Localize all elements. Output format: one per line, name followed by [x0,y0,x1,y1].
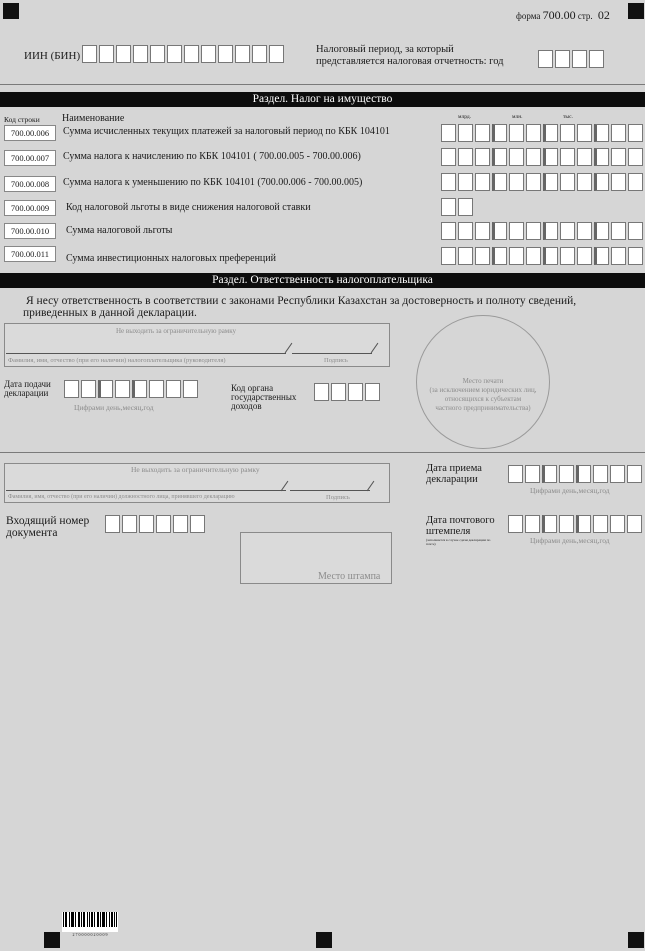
row-input-009[interactable] [441,198,475,216]
row-code-010: 700.00.010 [4,223,56,239]
barcode-bar [112,912,113,927]
input-cell[interactable] [543,173,558,191]
accept-date-label-1: Дата приема [426,463,482,474]
input-cell[interactable] [576,515,591,533]
input-cell[interactable] [594,173,609,191]
row-code-006: 700.00.006 [4,125,56,141]
frame-hint-1: Не выходить за ограничительную рамку [116,327,237,335]
input-cell[interactable] [611,173,626,191]
barcode-bar [116,912,117,927]
section-property-title: Раздел. Налог на имущество [0,92,645,107]
input-cell[interactable] [475,173,490,191]
input-cell[interactable] [458,247,473,265]
page-label: стр. [577,11,593,21]
barcode-bar [92,912,93,927]
postmark-note: (заполняется в случае сдачи декларации по почте) [426,538,491,546]
postmark-label-2: штемпеля [426,526,471,537]
input-cell[interactable] [166,380,181,398]
input-cell[interactable] [458,173,473,191]
input-cell[interactable] [475,148,490,166]
row-text-006: Сумма исчисленных текущих платежей за налоговый период по КБК 104101 [63,126,390,137]
fio-line-1 [6,353,286,354]
barcode-bar [87,912,88,927]
input-cell[interactable] [525,515,540,533]
page-number: 02 [597,8,610,22]
input-cell[interactable] [594,124,609,142]
input-cell[interactable] [167,45,182,63]
barcode-bar [72,912,73,927]
barcode-bar [109,912,110,927]
input-cell[interactable] [149,380,164,398]
postmark-label-1: Дата почтового [426,515,495,526]
input-cell[interactable] [235,45,250,63]
input-cell[interactable] [82,45,97,63]
unit-million: млн. [512,114,523,120]
org-code-input[interactable] [314,383,382,401]
input-cell[interactable] [526,222,541,240]
barcode-bar [83,912,84,927]
fio-line-2 [6,490,286,491]
row-input-011[interactable] [441,247,645,265]
corner-marker-top-left [3,3,19,19]
unit-thousand: тыс. [563,114,573,120]
input-cell[interactable] [475,222,490,240]
incoming-number-input[interactable] [105,515,207,533]
iin-label: ИИН (БИН) [24,50,81,62]
barcode-bar [63,912,64,927]
row-input-008[interactable] [441,173,645,191]
input-cell[interactable] [560,247,575,265]
input-cell[interactable] [593,465,608,483]
sign-caption-1: Подпись [324,357,348,364]
submit-date-label-2: декларации [4,388,49,398]
input-cell[interactable] [331,383,346,401]
barcode [62,912,118,937]
submit-date-label [4,380,51,398]
input-cell[interactable] [201,45,216,63]
input-cell[interactable] [509,124,524,142]
barcode-bar [94,912,95,927]
input-cell[interactable] [475,124,490,142]
postmark-date-input[interactable] [508,515,644,533]
input-cell[interactable] [509,173,524,191]
input-cell[interactable] [122,515,137,533]
row-text-008: Сумма налога к уменьшению по КБК 104101 (700.00.006 - 700.00.005) [63,177,363,188]
accept-date-label [426,463,482,485]
row-input-010[interactable] [441,222,645,240]
input-cell[interactable] [555,50,570,68]
barcode-bar [81,912,82,927]
barcode-bar [98,912,99,927]
input-cell[interactable] [115,380,130,398]
input-cell[interactable] [627,465,642,483]
input-cell[interactable] [441,148,456,166]
org-code-label-3: доходов [231,401,262,411]
input-cell[interactable] [543,124,558,142]
input-cell[interactable] [610,465,625,483]
input-cell[interactable] [559,515,574,533]
input-cell[interactable] [538,50,553,68]
row-input-007[interactable] [441,148,645,166]
frame-hint-2: Не выходить за ограничительную рамку [131,465,260,474]
incoming-label-2: документа [6,527,58,539]
iin-input[interactable] [82,45,286,63]
input-cell[interactable] [98,380,113,398]
input-cell[interactable] [572,50,587,68]
input-cell[interactable] [526,173,541,191]
divider [0,84,645,85]
corner-marker-bottom-center [316,932,332,948]
form-number: 700.00 [542,8,576,22]
input-cell[interactable] [156,515,171,533]
input-cell[interactable] [458,198,473,216]
input-cell[interactable] [594,148,609,166]
barcode-bar [100,912,101,927]
input-cell[interactable] [526,148,541,166]
input-cell[interactable] [441,222,456,240]
row-code-008: 700.00.008 [4,176,56,192]
input-cell[interactable] [132,380,147,398]
period-label [316,44,504,68]
input-cell[interactable] [611,148,626,166]
input-cell[interactable] [441,247,456,265]
sign-caption-2: Подпись [326,494,350,501]
input-cell[interactable] [184,45,199,63]
input-cell[interactable] [458,148,473,166]
incoming-label-1: Входящий номер [6,515,90,527]
row-text-007: Сумма налога к начислению по КБК 104101 ( 700.00.005 - 700.00.006) [63,151,361,162]
input-cell[interactable] [589,50,604,68]
input-cell[interactable] [348,383,363,401]
period-label-line1: Налоговый период, за который [316,44,454,55]
input-cell[interactable] [64,380,79,398]
org-code-label-1: Код органа [231,383,274,393]
barcode-bar [79,912,80,927]
barcode-bar [97,912,98,927]
seal-caption-1: Место печати [462,377,504,385]
input-cell[interactable] [594,247,609,265]
input-cell[interactable] [475,247,490,265]
form-label: форма [516,11,541,21]
input-cell[interactable] [492,173,507,191]
sign-line-1 [292,353,372,354]
col-code-header: Код строки [4,115,40,124]
input-cell[interactable] [150,45,165,63]
input-cell[interactable] [314,383,329,401]
section-responsibility-title: Раздел. Ответственность налогоплательщика [0,273,645,288]
input-cell[interactable] [139,515,154,533]
input-cell[interactable] [269,45,284,63]
seal-caption-2: (за исключением юридических лиц, [429,386,537,394]
input-cell[interactable] [627,515,642,533]
input-cell[interactable] [190,515,205,533]
col-name-header: Наименование [62,113,125,124]
row-text-009: Код налоговой льготы в виде снижения налоговой ставки [66,202,311,213]
input-cell[interactable] [252,45,267,63]
input-cell[interactable] [99,45,114,63]
input-cell[interactable] [628,124,643,142]
input-cell[interactable] [542,465,557,483]
row-code-009: 700.00.009 [4,200,56,216]
input-cell[interactable] [560,148,575,166]
input-cell[interactable] [508,515,523,533]
row-text-010: Сумма налоговой льготы [66,225,173,236]
row-text-011: Сумма инвестиционных налоговых преференций [66,253,276,264]
barcode-bar [78,912,79,927]
input-cell[interactable] [509,222,524,240]
corner-marker-top-right [628,3,644,19]
input-cell[interactable] [628,173,643,191]
barcode-bar [65,912,66,927]
input-cell[interactable] [133,45,148,63]
unit-billion: млрд. [458,114,472,120]
corner-marker-bottom-left [44,932,60,948]
statement-line2: приведенных в данной декларации. [23,307,197,319]
input-cell[interactable] [526,124,541,142]
input-cell[interactable] [218,45,233,63]
input-cell[interactable] [508,465,523,483]
input-cell[interactable] [611,124,626,142]
submit-date-hint: Цифрами день,месяц,год [74,403,154,412]
input-cell[interactable] [492,124,507,142]
barcode-bar [102,912,103,927]
input-cell[interactable] [441,198,456,216]
input-cell[interactable] [611,222,626,240]
input-cell[interactable] [441,173,456,191]
org-code-label-2: государственных [231,392,297,402]
barcode-number: 2 7 0 0 0 0 0 2 0 0 0 9 [72,932,108,937]
seal-caption-3: относящихся к субъектам [444,395,522,403]
barcode-bar [111,912,112,927]
org-code-label [231,384,296,411]
input-cell[interactable] [611,247,626,265]
input-cell[interactable] [628,222,643,240]
barcode-bar [69,912,70,927]
input-cell[interactable] [542,515,557,533]
barcode-bar [103,912,104,927]
input-cell[interactable] [543,247,558,265]
barcode-bar [75,912,76,927]
row-code-007: 700.00.007 [4,150,56,166]
input-cell[interactable] [577,148,592,166]
input-cell[interactable] [525,465,540,483]
period-label-line2: представляется налоговая отчетность: год [316,56,504,67]
stamp-place-caption: Место штампа [318,571,381,582]
barcode-bars [62,912,118,927]
input-cell[interactable] [628,247,643,265]
input-cell[interactable] [543,148,558,166]
barcode-bar [84,912,85,927]
accept-date-label-2: декларации [426,474,478,485]
barcode-bar [104,912,105,927]
input-cell[interactable] [458,222,473,240]
input-cell[interactable] [576,465,591,483]
input-cell[interactable] [183,380,198,398]
input-cell[interactable] [509,247,524,265]
seal-caption-4: частного предпринимательства) [435,404,531,412]
input-cell[interactable] [492,148,507,166]
input-cell[interactable] [577,247,592,265]
statement-line1: Я несу ответственность в соответствии с законами Республики Казахстан за достоверность и полноту сведений, [26,295,577,307]
input-cell[interactable] [458,124,473,142]
input-cell[interactable] [543,222,558,240]
input-cell[interactable] [594,222,609,240]
barcode-bar [89,912,90,927]
postmark-date-hint: Цифрами день,месяц,год [530,536,610,545]
barcode-bar [73,912,74,927]
corner-marker-bottom-right [628,932,644,948]
input-cell[interactable] [365,383,380,401]
incoming-number-label [6,515,89,539]
barcode-bar [106,912,107,927]
barcode-bar [71,912,72,927]
postmark-label [426,515,495,537]
input-cell[interactable] [492,247,507,265]
barcode-bar [114,912,115,927]
input-cell[interactable] [441,124,456,142]
row-input-006[interactable] [441,124,645,142]
barcode-bar [91,912,92,927]
input-cell[interactable] [526,247,541,265]
input-cell[interactable] [560,124,575,142]
submit-date-label-1: Дата подачи [4,379,51,389]
divider-2 [0,452,645,453]
input-cell[interactable] [628,148,643,166]
input-cell[interactable] [560,173,575,191]
seal-place-caption [416,377,550,413]
fio-caption-1: Фамилия, имя, отчество (при его наличии) налогоплательщика (руководителя) [8,357,226,364]
input-cell[interactable] [105,515,120,533]
input-cell[interactable] [509,148,524,166]
sign-line-2 [290,490,370,491]
fio-caption-2: Фамилия, имя, отчество (при его наличии) должностного лица, принявшего декларацию [8,494,235,500]
input-cell[interactable] [559,465,574,483]
input-cell[interactable] [173,515,188,533]
input-cell[interactable] [81,380,96,398]
submit-date-input[interactable] [64,380,200,398]
accept-date-input[interactable] [508,465,644,483]
input-cell[interactable] [560,222,575,240]
accept-date-hint: Цифрами день,месяц,год [530,486,610,495]
form-header [516,8,610,23]
input-cell[interactable] [593,515,608,533]
input-cell[interactable] [577,173,592,191]
input-cell[interactable] [577,124,592,142]
input-cell[interactable] [577,222,592,240]
barcode-bar [66,912,67,927]
row-code-011: 700.00.011 [4,246,56,262]
input-cell[interactable] [116,45,131,63]
input-cell[interactable] [492,222,507,240]
period-year-input[interactable] [538,50,606,68]
input-cell[interactable] [610,515,625,533]
